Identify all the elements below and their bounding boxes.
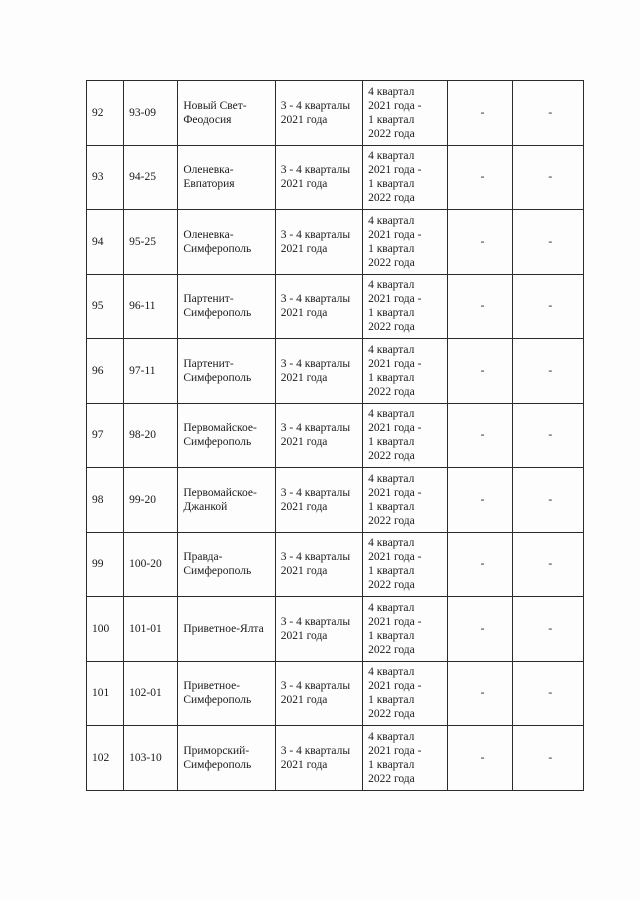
value-cell-b: - xyxy=(512,81,583,146)
term-cell: 4 квартал 2021 года - 1 квартал 2022 года xyxy=(363,403,448,468)
route-code-cell: 102-01 xyxy=(124,661,178,726)
row-number-cell: 94 xyxy=(87,210,124,275)
route-code-cell: 100-20 xyxy=(124,532,178,597)
term-cell: 4 квартал 2021 года - 1 квартал 2022 года xyxy=(363,597,448,662)
value-cell-b: - xyxy=(512,726,583,791)
routes-table xyxy=(86,80,584,791)
route-code-cell: 94-25 xyxy=(124,145,178,210)
term-cell: 4 квартал 2021 года - 1 квартал 2022 года xyxy=(363,532,448,597)
period-cell: 3 - 4 кварталы 2021 года xyxy=(275,661,362,726)
value-cell-a: - xyxy=(448,274,512,339)
term-cell: 4 квартал 2021 года - 1 квартал 2022 года xyxy=(363,468,448,533)
route-code-cell: 101-01 xyxy=(124,597,178,662)
route-code-cell: 96-11 xyxy=(124,274,178,339)
period-cell: 3 - 4 кварталы 2021 года xyxy=(275,597,362,662)
table-row xyxy=(87,339,584,404)
value-cell-b: - xyxy=(512,339,583,404)
term-cell: 4 квартал 2021 года - 1 квартал 2022 года xyxy=(363,339,448,404)
row-number-cell: 99 xyxy=(87,532,124,597)
value-cell-b: - xyxy=(512,597,583,662)
row-number-cell: 98 xyxy=(87,468,124,533)
route-name-cell: Приветное- Симферополь xyxy=(178,661,275,726)
route-name-cell: Партенит- Симферополь xyxy=(178,339,275,404)
value-cell-b: - xyxy=(512,468,583,533)
row-number-cell: 100 xyxy=(87,597,124,662)
period-cell: 3 - 4 кварталы 2021 года xyxy=(275,468,362,533)
period-cell: 3 - 4 кварталы 2021 года xyxy=(275,403,362,468)
route-name-cell: Партенит- Симферополь xyxy=(178,274,275,339)
value-cell-a: - xyxy=(448,145,512,210)
value-cell-b: - xyxy=(512,661,583,726)
row-number-cell: 92 xyxy=(87,81,124,146)
period-cell: 3 - 4 кварталы 2021 года xyxy=(275,210,362,275)
value-cell-b: - xyxy=(512,274,583,339)
route-name-cell: Правда- Симферополь xyxy=(178,532,275,597)
period-cell: 3 - 4 кварталы 2021 года xyxy=(275,274,362,339)
route-name-cell: Первомайское- Джанкой xyxy=(178,468,275,533)
period-cell: 3 - 4 кварталы 2021 года xyxy=(275,532,362,597)
table-row xyxy=(87,726,584,791)
route-code-cell: 99-20 xyxy=(124,468,178,533)
value-cell-a: - xyxy=(448,468,512,533)
table-row xyxy=(87,81,584,146)
term-cell: 4 квартал 2021 года - 1 квартал 2022 года xyxy=(363,726,448,791)
term-cell: 4 квартал 2021 года - 1 квартал 2022 года xyxy=(363,210,448,275)
value-cell-b: - xyxy=(512,532,583,597)
value-cell-a: - xyxy=(448,403,512,468)
table-row xyxy=(87,532,584,597)
route-code-cell: 97-11 xyxy=(124,339,178,404)
table-row xyxy=(87,403,584,468)
period-cell: 3 - 4 кварталы 2021 года xyxy=(275,339,362,404)
route-code-cell: 103-10 xyxy=(124,726,178,791)
table-row xyxy=(87,145,584,210)
value-cell-a: - xyxy=(448,210,512,275)
term-cell: 4 квартал 2021 года - 1 квартал 2022 года xyxy=(363,274,448,339)
period-cell: 3 - 4 кварталы 2021 года xyxy=(275,726,362,791)
value-cell-a: - xyxy=(448,661,512,726)
value-cell-b: - xyxy=(512,403,583,468)
table-row xyxy=(87,468,584,533)
table-row xyxy=(87,210,584,275)
term-cell: 4 квартал 2021 года - 1 квартал 2022 года xyxy=(363,661,448,726)
table-row xyxy=(87,274,584,339)
route-name-cell: Приветное-Ялта xyxy=(178,597,275,662)
value-cell-b: - xyxy=(512,145,583,210)
route-name-cell: Оленевка- Симферополь xyxy=(178,210,275,275)
route-name-cell: Первомайское- Симферополь xyxy=(178,403,275,468)
row-number-cell: 102 xyxy=(87,726,124,791)
term-cell: 4 квартал 2021 года - 1 квартал 2022 года xyxy=(363,145,448,210)
term-cell: 4 квартал 2021 года - 1 квартал 2022 года xyxy=(363,81,448,146)
period-cell: 3 - 4 кварталы 2021 года xyxy=(275,145,362,210)
row-number-cell: 95 xyxy=(87,274,124,339)
table-row xyxy=(87,661,584,726)
routes-table-body xyxy=(87,81,584,791)
value-cell-a: - xyxy=(448,81,512,146)
route-code-cell: 95-25 xyxy=(124,210,178,275)
value-cell-a: - xyxy=(448,339,512,404)
row-number-cell: 93 xyxy=(87,145,124,210)
period-cell: 3 - 4 кварталы 2021 года xyxy=(275,81,362,146)
value-cell-b: - xyxy=(512,210,583,275)
route-name-cell: Новый Свет- Феодосия xyxy=(178,81,275,146)
route-code-cell: 98-20 xyxy=(124,403,178,468)
route-name-cell: Приморский- Симферополь xyxy=(178,726,275,791)
row-number-cell: 101 xyxy=(87,661,124,726)
row-number-cell: 96 xyxy=(87,339,124,404)
value-cell-a: - xyxy=(448,597,512,662)
route-code-cell: 93-09 xyxy=(124,81,178,146)
row-number-cell: 97 xyxy=(87,403,124,468)
value-cell-a: - xyxy=(448,532,512,597)
table-row xyxy=(87,597,584,662)
route-name-cell: Оленевка- Евпатория xyxy=(178,145,275,210)
value-cell-a: - xyxy=(448,726,512,791)
